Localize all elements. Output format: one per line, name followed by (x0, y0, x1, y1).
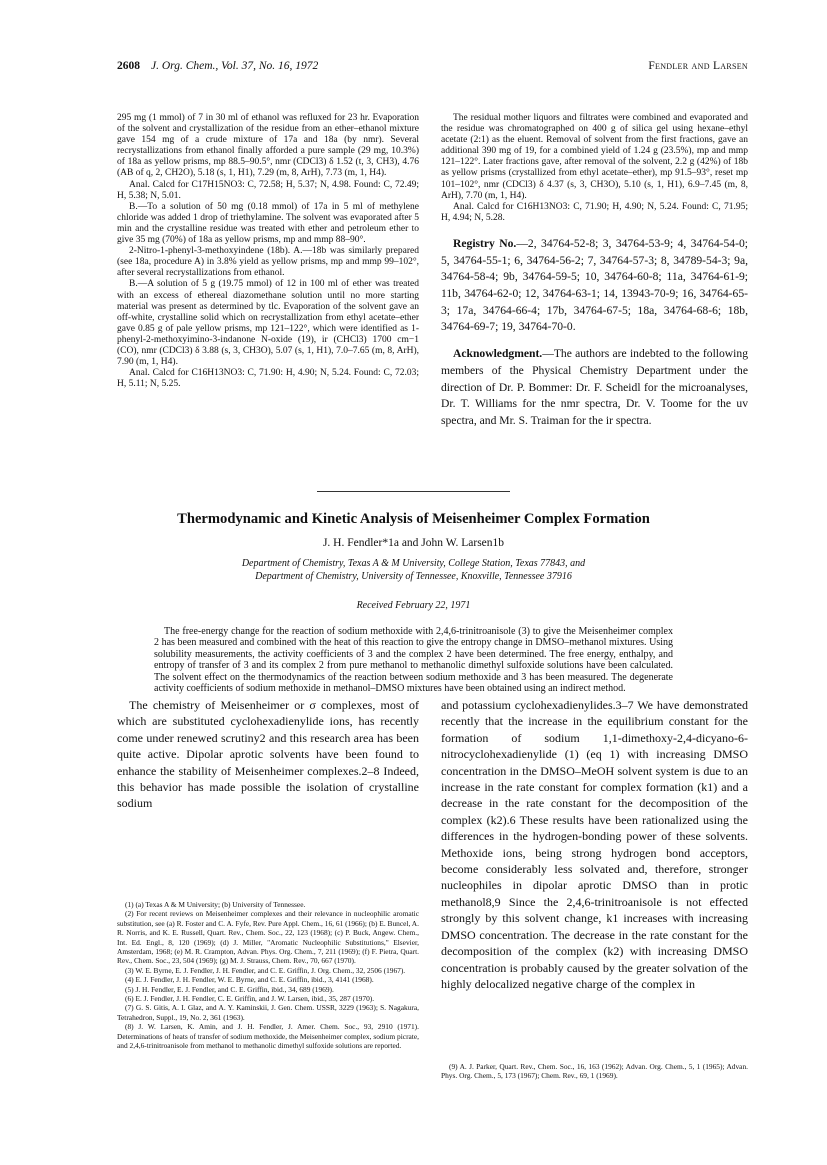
page-header (117, 60, 748, 74)
body-paragraph: and potassium cyclohexadienylides.3–7 We have demonstrated recently that the increase in the equilibrium constant for the formation of sodium 1,1-dimethoxy-2,4-dicyano-6-nitrocyclohexadienylide (1) (eq 1) with increasing DMSO concentration in the DMSO–MeOH solvent system is due to an increase in the rate constant for complex formation (k1) and a decrease in the rate constant for the decomposition of the complex (k2).6 These results have been rationalized using the differences in the hydrogen-bonding power of these solvents. Methoxide ions, being strong hydrogen bond acceptors, become considerably less solvated and, therefore, stronger nucleophiles in dipolar aprotic DMSO than in protic methanol8,9 Since the 2,4,6-trinitroanisole is not effected strongly by this solvent change, k1 increases with increasing DMSO concentration. The decrease in the rate constant for the decomposition of the complex (k2) with increasing DMSO concentration is probably caused by the greater solvation of the highly delocalized negative charge of the complex in (441, 698, 748, 991)
experimental-paragraph: 2-Nitro-1-phenyl-3-methoxyindene (18b). A.—18b was similarly prepared (see 18a, procedure A) in 3.8% yield as yellow prisms, mp and mmp 99–102°, after several recrystallizations from ethanol. (117, 246, 419, 279)
running-head: Fendler and Larsen (648, 60, 748, 72)
experimental-paragraph: 295 mg (1 mmol) of 7 in 30 ml of ethanol was refluxed for 23 hr. Evaporation of the solvent and crystallization of the residue from an ether–ethanol mixture gave 154 mg of a crude mixture of 17a and 18a (by nmr). Several recrystallizations from ethanol finally afforded a pure sample (29 mg, 10.3%) of 18a as yellow prisms, mp 88.5–90.5°, nmr (CDCl3) δ 1.52 (t, 3, CH3), 4.76 (AB of q, 2, CH2O), 5.18 (s, 1, H1), 7.29 (m, 8, ArH), 7.73 (m, 1, H4). (117, 113, 419, 179)
article-authors: J. H. Fendler*1a and John W. Larsen1b (322, 537, 505, 549)
registry-text: —2, 34764-52-8; 3, 34764-53-9; 4, 34764-54-0; 5, 34764-55-1; 6, 34764-56-2; 7, 34764-57-3; 8, 34789-54-3; 9a, 34764-58-4; 9b, 34764-59-5; 10, 34764-60-8; 11a, 34764-61-9; 11b, 34764-62-0; 12, 34764-63-1; 14, 13943-70-9; 16, 34764-65-3; 17a, 34764-66-4; 17b, 34764-67-5; 18a, 34764-68-6; 18b, 34764-69-7; 19, 34764-70-0. (441, 236, 748, 334)
footnote: (3) W. E. Byrne, E. J. Fendler, J. H. Fendler, and C. E. Griffin, J. Org. Chem., 32, 2506 (1967). (125, 965, 406, 975)
experimental-paragraph: Anal. Calcd for C16H13NO3: C, 71.90: H, 4.90; N, 5.24. Found: C, 72.03; H, 5.11; N, 5.25. (117, 368, 419, 390)
journal-citation: J. Org. Chem., Vol. 37, No. 16, 1972 (151, 60, 319, 72)
affiliation-line: Department of Chemistry, Texas A & M University, College Station, Texas 77843, and (241, 558, 586, 569)
footnote: (5) J. H. Fendler, E. J. Fendler, and C. E. Griffin, ibid., 34, 689 (1969). (125, 984, 334, 994)
footnote: (6) E. J. Fendler, J. H. Fendler, C. E. Griffin, and J. W. Larsen, ibid., 35, 287 (1970). (125, 994, 375, 1004)
section-divider (317, 491, 510, 492)
footnote: (7) G. S. Gitis, A. I. Glaz, and A. Y. Kaminskii, J. Gen. Chem. USSR, 3229 (1963); S. Nagakura, Tetrahedron, Suppl., 19, No. 2, 361 (1963). (117, 1003, 419, 1022)
registry-numbers (441, 236, 748, 336)
abstract (154, 626, 673, 694)
body-paragraph: The chemistry of Meisenheimer or σ complexes, most of which are substituted cyclohexadienylide ions, has recently come under renewed scrutiny2 and this research area has been quite active. Dipolar aprotic solvents have been found to enhance the stability of Meisenheimer complexes.2–8 Indeed, this behavior has made possible the isolation of crystalline sodium (117, 698, 419, 811)
experimental-left-column (117, 113, 419, 390)
footnote: (1) (a) Texas A & M University; (b) University of Tennessee. (125, 900, 306, 909)
affiliations (100, 558, 727, 583)
article-title: Thermodynamic and Kinetic Analysis of Meisenheimer Complex Formation (177, 511, 650, 527)
footnote: (8) J. W. Larsen, K. Amin, and J. H. Fendler, J. Amer. Chem. Soc., 93, 2910 (1971). Determinations of heats of transfer of sodium methoxide, the Meisenheimer complex, sodium picrate, and 2,4,6-trinitroanisole from methanol to methanolic dimethyl sulfoxide solutions are reported. (117, 1022, 419, 1051)
affiliation-line: Department of Chemistry, University of Tennessee, Knoxville, Tennessee 37916 (255, 570, 572, 582)
experimental-paragraph: The residual mother liquors and filtrates were combined and evaporated and the residue was chromatographed on 400 g of silica gel using hexane–ethyl acetate (2:1) as the eluent. Removal of solvent from the first fractions, gave an additional 390 mg of 19, for a combined yield of 1.24 g (23.5%), mp and mmp 121–122°. Later fractions gave, after removal of the solvent, 2.2 g (42%) of 18b as yellow prisms (crystallized from ethyl acetate–ether), mp 91.5–93°, reset mp 101–102°, nmr (CDCl3) δ 4.37 (s, 3, CH3O), 5.10 (s, 1, H1), 6.9–7.45 (m, 8, ArH), 7.70 (m, 1, H4). (441, 113, 748, 201)
footnote: (9) A. J. Parker, Quart. Rev., Chem. Soc., 16, 163 (1962); Advan. Org. Chem., 5, 1 (1965); Advan. Phys. Org. Chem., 5, 173 (1967); Chem. Rev., 69, 1 (1969). (441, 1062, 748, 1081)
body-left-column (117, 697, 419, 812)
acknowledgment (441, 346, 748, 430)
acknowledgment-label: Acknowledgment. (453, 347, 543, 361)
experimental-paragraph: B.—A solution of 5 g (19.75 mmol) of 12 in 100 ml of ether was treated with an excess of ethereal diazomethane solution until no more starting material was present as determined by tlc. Evaporation of the solvent gave an off-white, crystalline solid which on recrystallization from ethyl acetate–ether gave 0.85 g of pale yellow prisms, mp 121–122°, which were identified as 1-phenyl-2-methoxyimino-3-indanone N-oxide (19), ir (CHCl3) 1700 cm−1 (CO), nmr (CDCl3) δ 3.88 (s, 3, CH3O), 5.07 (s, 1, H1), 7.0–7.65 (m, 8, ArH), 7.90 (m, 1, H4). (117, 279, 419, 368)
page-number: 2608 (117, 60, 140, 72)
footnote: (4) E. J. Fendler, J. H. Fendler, W. E. Byrne, and C. E. Griffin, ibid., 3, 4141 (1968). (125, 975, 374, 985)
received-date: Received February 22, 1971 (356, 600, 471, 611)
experimental-paragraph: Anal. Calcd for C17H15NO3: C, 72.58; H, 5.37; N, 4.98. Found: C, 72.49; H, 5.38; N, 5.01. (117, 179, 419, 201)
footnote: (2) For recent reviews on Meisenheimer complexes and their relevance in nucleophilic aromatic substitution, see (a) R. Foster and C. A. Fyfe, Rev. Pure Appl. Chem., 16, 61 (1966); (b) E. Buncel, A. R. Norris, and K. E. Russell, Quart. Rev., Chem. Soc., 22, 123 (1968); (c) P. Buck, Angew. Chem., Int. Ed. Engl., 8, 120 (1969); (d) J. Miller, "Aromatic Nucleophilic Substitutions," Elsevier, Amsterdam, 1968; (e) M. R. Crampton, Advan. Phys. Org. Chem., 7, 211 (1969); (f) F. Pietra, Quart. Rev., Chem. Soc., 23, 504 (1969); (g) M. J. Strauss, Chem. Rev., 70, 667 (1970). (117, 909, 419, 966)
body-right-column (441, 697, 748, 992)
abstract-text: The free-energy change for the reaction of sodium methoxide with 2,4,6-trinitroanisole (3) to give the Meisenheimer complex 2 has been measured and combined with the heat of this reaction to give the entropy change in DMSO–methanol mixtures. Using solubility measurements, the activity coefficients of 3 and the complex 2 have been determined. The free energy, enthalpy, and entropy of transfer of 3 and its complex 2 from pure methanol to methanolic dimethyl sulfoxide solutions have been calculated. The solvent effect on the thermodynamics of the reaction between sodium methoxide and 3 has been measured. The degenerate activity coefficients of sodium methoxide in methanol–DMSO mixtures have been obtained using an indirect method. (154, 626, 673, 695)
acknowledgment-text: —The authors are indebted to the following members of the Physical Chemistry Department under the direction of Dr. P. Bommer: Dr. F. Scheidl for the microanalyses, Dr. T. Williams for the nmr spectra, Dr. V. Toome for the uv spectra, and Mr. S. Traiman for the ir spectra. (441, 347, 748, 427)
footnotes-left (117, 900, 419, 1051)
registry-label: Registry No. (453, 236, 517, 250)
footnotes-right (441, 1062, 748, 1081)
experimental-paragraph: B.—To a solution of 50 mg (0.18 mmol) of 17a in 5 ml of methylene chloride was added 1 drop of triethylamine. The solvent was evaporated after 5 min and the crystalline residue was treated with ether and petroleum ether to give 35 mg (70%) of 18a as yellow prisms, mp and mmp 88–90°. (117, 201, 419, 246)
experimental-right-column (441, 113, 748, 430)
experimental-paragraph: Anal. Calcd for C16H13NO3: C, 71.90; H, 4.90; N, 5.24. Found: C, 71.95; H, 4.94; N, 5.28. (441, 201, 748, 223)
